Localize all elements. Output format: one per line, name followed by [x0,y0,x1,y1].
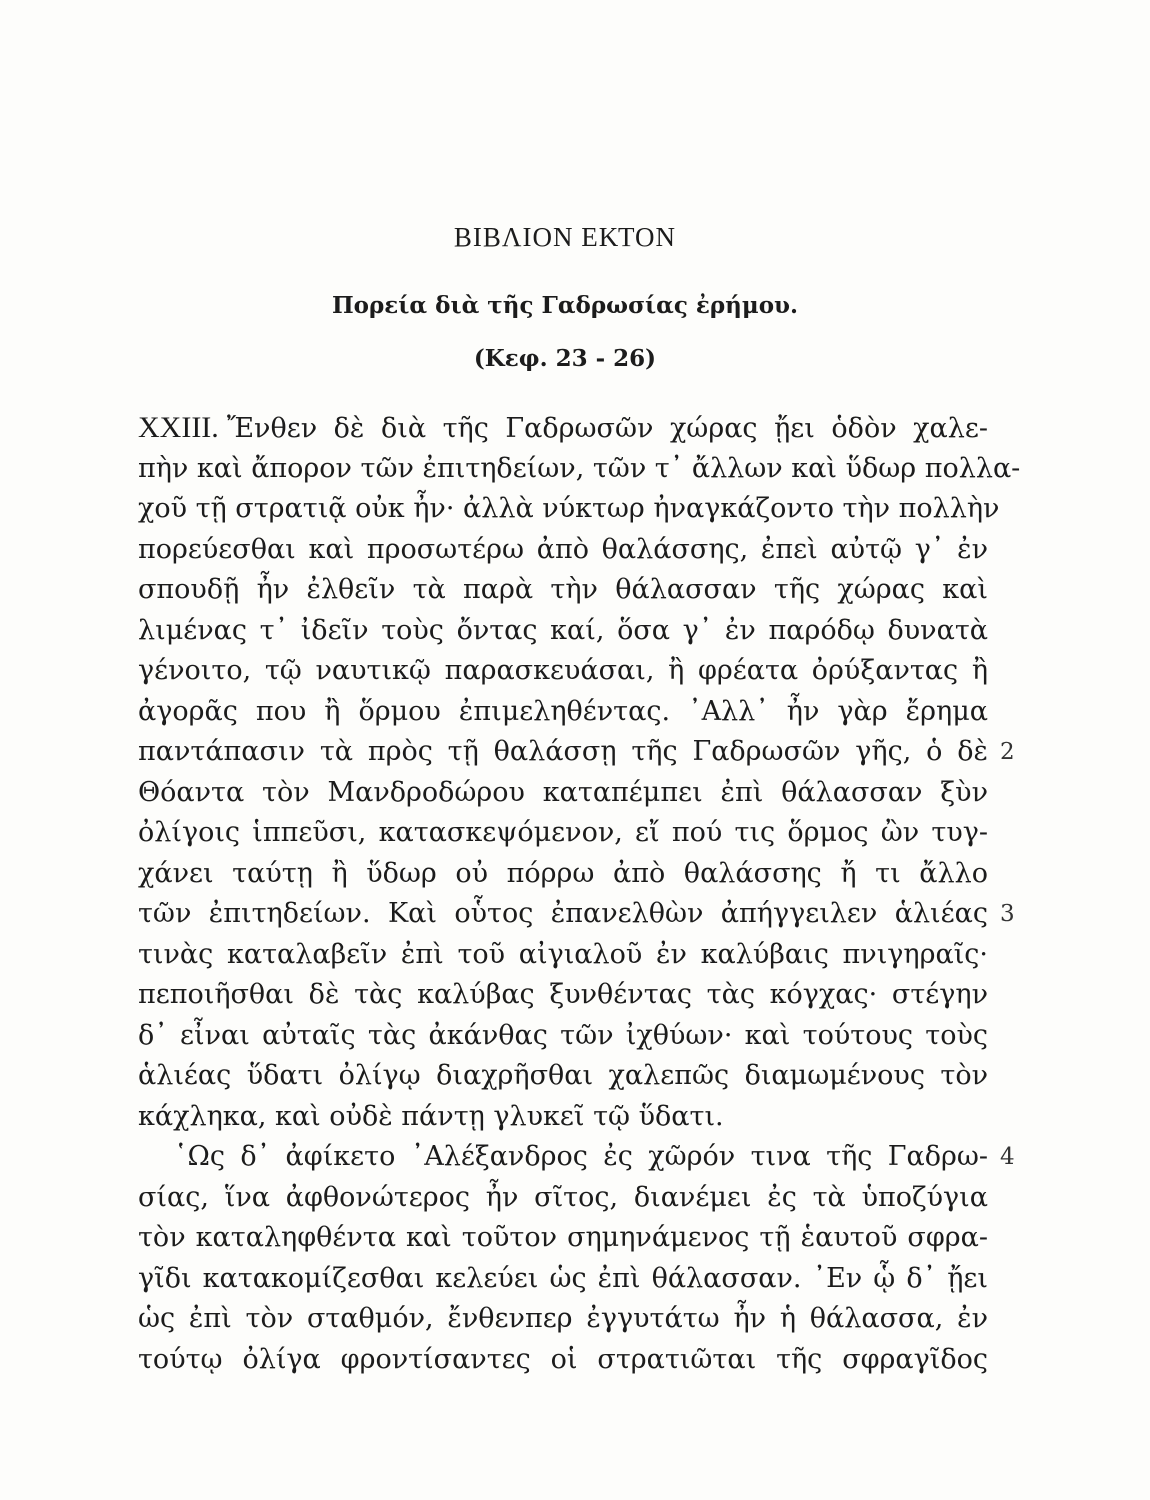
text-line: Θόαντα τὸν Μανδροδώρου καταπέμπει ἐπὶ θάλασσαν ξὺν [138,776,988,808]
section-title: Πορεία διὰ τῆς Γαδρωσίας ἐρήμου. [331,292,799,319]
text-line: τὸν καταληφθέντα καὶ τοῦτον σημηνάμενος τῇ ἑαυτοῦ σφρα- [138,1222,988,1253]
body-text [138,408,1021,1380]
text-line: τινὰς καταλαβεῖν ἐπὶ τοῦ αἰγιαλοῦ ἐν καλύβαις πνιγηραῖς· [138,938,988,970]
text-line: ἁλιέας ὕδατι ὀλίγῳ διαχρῆσθαι χαλεπῶς διαμωμένους τὸν [138,1060,988,1091]
text-line: ὡς ἐπὶ τὸν σταθμόν, ἔνθενπερ ἐγγυτάτω ἦν ἡ θάλασσα, ἐν [138,1303,988,1334]
margin-section-number: 2 [1000,739,1015,765]
text-line: ἀγορᾶς που ἢ ὅρμου ἐπιμεληθέντας. ᾽Αλλ᾽ ἦν γὰρ ἔρημα [138,695,988,727]
text-line: XXIII. Ἔνθεν δὲ διὰ τῆς Γαδρωσῶν χώρας ᾔει ὁδὸν χαλε- [138,411,988,444]
chapter-range: (Κεφ. 23 - 26) [473,345,657,372]
text-line: χοῦ τῇ στρατιᾷ οὐκ ἦν· ἀλλὰ νύκτωρ ἠναγκάζοντο τὴν πολλὴν [138,493,1000,524]
text-line: πορεύεσθαι καὶ προσωτέρω ἀπὸ θαλάσσης, ἐπεὶ αὐτῷ γ᾽ ἐν [138,533,988,565]
text-line: γένοιτο, τῷ ναυτικῷ παρασκευάσαι, ἢ φρέατα ὀρύξαντας ἢ [138,655,988,686]
margin-section-number: 4 [1000,1144,1015,1170]
text-line: λιμένας τ᾽ ἰδεῖν τοὺς ὄντας καί, ὅσα γ᾽ ἐν παρόδῳ δυνατὰ [138,614,988,646]
chapter-number: XXIII. [138,411,219,444]
text-line: χάνει ταύτῃ ἢ ὕδωρ οὐ πόρρω ἀπὸ θαλάσσης ἤ τι ἄλλο [138,857,988,889]
text-line: κάχληκα, καὶ οὐδὲ πάντῃ γλυκεῖ τῷ ὕδατι. [138,1100,724,1132]
text-line: ὀλίγοις ἱππεῦσι, κατασκεψόμενον, εἴ πού τις ὅρμος ὢν τυγ- [138,817,988,848]
text-line: τῶν ἐπιτηδείων. Καὶ οὗτος ἐπανελθὼν ἀπήγγειλεν ἁλιέας 3 [138,894,988,935]
book-title: ΒΙΒΛΙΟΝ ΕΚΤΟΝ [453,222,677,252]
text-line: πὴν καὶ ἄπορον τῶν ἐπιτηδείων, τῶν τ᾽ ἄλλων καὶ ὕδωρ πολλα- [138,452,1021,484]
text-line: πεποιῆσθαι δὲ τὰς καλύβας ξυνθέντας τὰς κόγχας· στέγην [138,979,988,1010]
margin-section-number: 3 [1000,901,1015,927]
text-line: σίας, ἵνα ἀφθονώτερος ἦν σῖτος, διανέμει ἐς τὰ ὑποζύγια [138,1181,988,1213]
text-line: τούτῳ ὀλίγα φροντίσαντες οἱ στρατιῶται τῆς σφραγῖδος [138,1343,988,1375]
text-line: δ᾽ εἶναι αὐταῖς τὰς ἀκάνθας τῶν ἰχθύων· καὶ τούτους τοὺς [138,1019,988,1051]
text-line: ῾Ως δ᾽ ἀφίκετο ᾽Αλέξανδρος ἐς χῶρόν τινα τῆς Γαδρω- 4 [138,1137,988,1178]
text-line: παντάπασιν τὰ πρὸς τῇ θαλάσσῃ τῆς Γαδρωσῶν γῆς, ὁ δὲ 2 [138,732,988,773]
text-line: γῖδι κατακομίζεσθαι κελεύει ὡς ἐπὶ θάλασσαν. ᾽Εν ᾧ δ᾽ ᾔει [138,1262,988,1294]
text-line: σπουδῇ ἦν ἐλθεῖν τὰ παρὰ τὴν θάλασσαν τῆς χώρας καὶ [138,574,988,605]
